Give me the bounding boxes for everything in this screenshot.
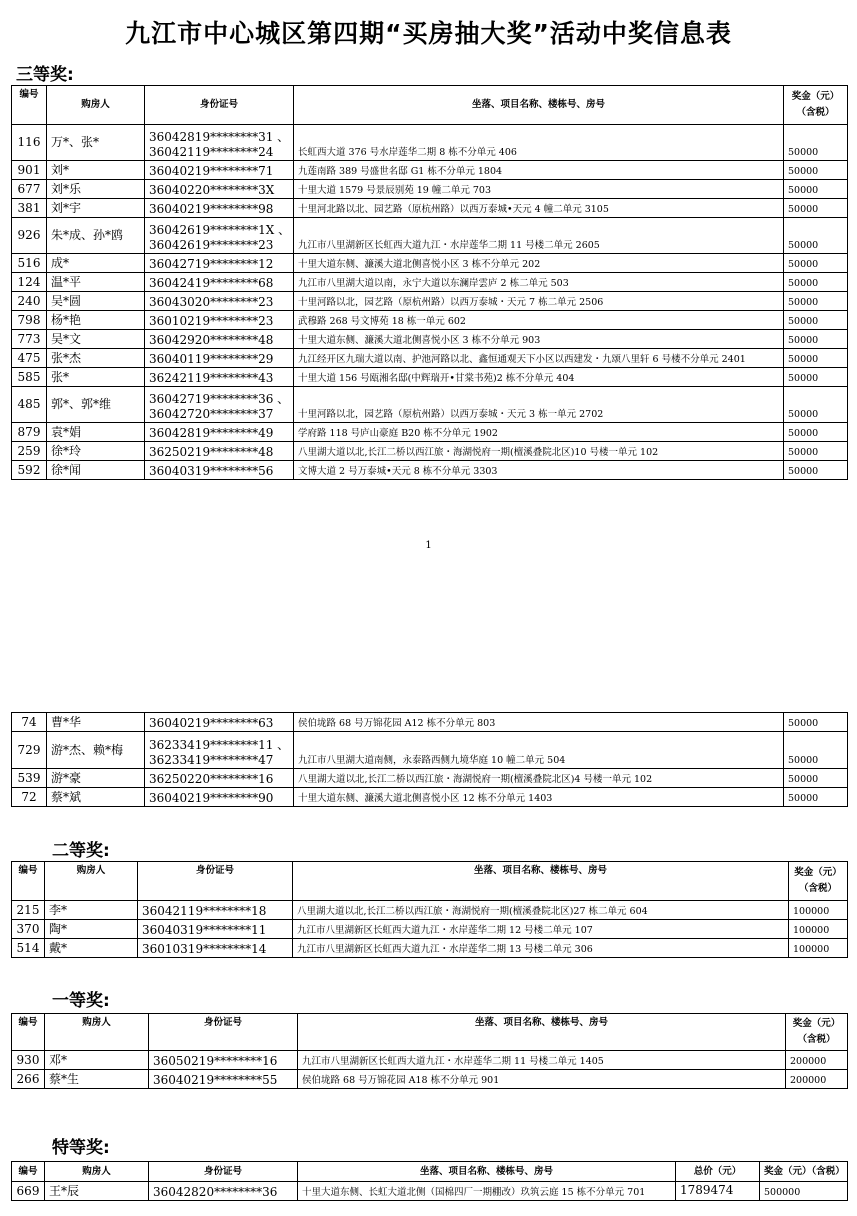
property-address: 长虹西大道 376 号水岸莲华二期 8 栋不分单元 406 (294, 125, 784, 161)
buyer-name: 郭*、郭*维 (47, 387, 145, 423)
property-address: 十里河路以北，园艺路（原杭州路）以西万泰城・天元 7 栋二单元 2506 (294, 292, 784, 311)
header-no: 编号 (12, 1162, 45, 1182)
table-row (12, 254, 848, 273)
page-title: 九江市中心城区第四期“买房抽大奖”活动中奖信息表 (125, 19, 732, 48)
id-number-line: 36042619********23 (149, 238, 274, 252)
winner-number: 930 (12, 1051, 45, 1070)
table-header-row (12, 1162, 848, 1182)
table-row (12, 349, 848, 368)
id-number (145, 387, 294, 423)
id-number-line: 36042419********68 (149, 276, 274, 290)
id-number-line: 36010219********23 (149, 314, 274, 328)
table-row (12, 769, 848, 788)
id-number-line: 36040219********98 (149, 202, 274, 216)
header-address: 坐落、项目名称、楼栋号、房号 (293, 862, 789, 901)
prize-amount: 50000 (784, 788, 848, 807)
buyer-name: 游*豪 (47, 769, 145, 788)
id-number-line: 36040219********63 (149, 716, 274, 730)
buyer-name: 李* (45, 901, 138, 920)
prize-amount: 50000 (784, 330, 848, 349)
id-number (149, 1070, 298, 1089)
id-number (145, 273, 294, 292)
id-number-line: 36040319********56 (149, 464, 274, 478)
table-row (12, 1051, 848, 1070)
buyer-name: 戴* (45, 939, 138, 958)
id-number-line: 36233419********47 (149, 753, 274, 767)
table-header-row (12, 862, 848, 901)
prize-amount: 50000 (784, 292, 848, 311)
prize-amount: 50000 (784, 461, 848, 480)
buyer-name: 徐*玲 (47, 442, 145, 461)
prize-amount: 50000 (784, 732, 848, 769)
id-number-line: 36250219********48 (149, 445, 274, 459)
id-number (145, 199, 294, 218)
prize-amount: 200000 (786, 1051, 848, 1070)
buyer-name: 刘*乐 (47, 180, 145, 199)
prize-amount: 500000 (760, 1182, 848, 1201)
id-number (145, 311, 294, 330)
property-address: 九江市八里湖新区长虹西大道九江・水岸莲华二期 13 号楼二单元 306 (293, 939, 789, 958)
id-number (145, 769, 294, 788)
table-row (12, 273, 848, 292)
winner-number: 475 (12, 349, 47, 368)
winner-number: 72 (12, 788, 47, 807)
id-number (145, 713, 294, 732)
prize-amount: 50000 (784, 125, 848, 161)
prize-amount: 50000 (784, 180, 848, 199)
table-row (12, 713, 848, 732)
property-address: 九江市八里湖新区长虹西大道九江・水岸莲华二期 12 号楼二单元 107 (293, 920, 789, 939)
prize-amount: 50000 (784, 161, 848, 180)
buyer-name: 邓* (45, 1051, 149, 1070)
winner-number: 926 (12, 218, 47, 254)
winner-number: 514 (12, 939, 45, 958)
header-buyer: 购房人 (45, 1014, 149, 1051)
header-id: 身份证号 (138, 862, 293, 901)
property-address: 侯伯垅路 68 号万锦花园 A18 栋不分单元 901 (298, 1070, 786, 1089)
winner-number: 585 (12, 368, 47, 387)
buyer-name: 徐*闻 (47, 461, 145, 480)
table-row (12, 461, 848, 480)
property-address: 十里大道东侧、濂溪大道北侧喜悦小区 3 栋不分单元 903 (294, 330, 784, 349)
prize-amount: 50000 (784, 769, 848, 788)
table-row (12, 292, 848, 311)
special-prize-table (11, 1161, 848, 1201)
winner-number: 74 (12, 713, 47, 732)
third-prize-table (11, 85, 848, 480)
page-number: 1 (425, 540, 432, 551)
prize-amount: 100000 (789, 920, 848, 939)
prize-amount: 50000 (784, 387, 848, 423)
table-row (12, 311, 848, 330)
winner-number: 381 (12, 199, 47, 218)
winner-number: 516 (12, 254, 47, 273)
buyer-name: 游*杰、赖*梅 (47, 732, 145, 769)
id-number (145, 180, 294, 199)
id-number-line: 36233419********11 、 (149, 738, 290, 752)
id-number (145, 368, 294, 387)
prize-amount: 50000 (784, 349, 848, 368)
prize-amount: 100000 (789, 901, 848, 920)
winner-number: 669 (12, 1182, 45, 1201)
property-address: 八里湖大道以北,长江二桥以西江旅・海湖悦府一期(檀溪叠院北区)10 号楼一单元 102 (294, 442, 784, 461)
third-prize-heading: 三等奖: (16, 65, 74, 85)
table-row (12, 387, 848, 423)
winner-number: 901 (12, 161, 47, 180)
prize-amount: 50000 (784, 442, 848, 461)
winner-number: 240 (12, 292, 47, 311)
total-price: 1789474 (676, 1182, 760, 1201)
table-row (12, 368, 848, 387)
third-prize-table-continued (11, 712, 848, 807)
second-prize-heading: 二等奖: (52, 841, 110, 861)
table-row (12, 125, 848, 161)
id-number (138, 939, 293, 958)
property-address: 武穆路 268 号文博苑 18 栋一单元 602 (294, 311, 784, 330)
id-number-line: 36042619********1X 、 (149, 223, 291, 237)
property-address: 十里大道东侧、濂溪大道北侧喜悦小区 12 栋不分单元 1403 (294, 788, 784, 807)
table-row (12, 442, 848, 461)
header-total-price: 总价（元） (676, 1162, 760, 1182)
table-row (12, 901, 848, 920)
winner-number: 215 (12, 901, 45, 920)
table-row (12, 199, 848, 218)
winner-number: 259 (12, 442, 47, 461)
property-address: 八里湖大道以北,长江二桥以西江旅・海湖悦府一期(檀溪叠院北区)27 栋二单元 604 (293, 901, 789, 920)
id-number-line: 36040119********29 (149, 352, 274, 366)
property-address: 十里大道 1579 号景辰别苑 19 幢二单元 703 (294, 180, 784, 199)
special-prize-heading: 特等奖: (52, 1138, 110, 1158)
property-address: 十里大道 156 号瓯湘名邸(中辉瑞开•甘棠书苑)2 栋不分单元 404 (294, 368, 784, 387)
buyer-name: 吴*圆 (47, 292, 145, 311)
id-number (145, 461, 294, 480)
prize-amount: 50000 (784, 199, 848, 218)
header-buyer: 购房人 (45, 1162, 149, 1182)
first-prize-heading: 一等奖: (52, 991, 110, 1011)
id-number-line: 36040219********90 (149, 791, 274, 805)
table-row (12, 161, 848, 180)
id-number (145, 423, 294, 442)
table-row (12, 732, 848, 769)
id-number-line: 36042719********12 (149, 257, 274, 271)
prize-amount: 50000 (784, 423, 848, 442)
id-number-line: 36042119********24 (149, 145, 274, 159)
id-number-line: 36042820********36 (153, 1185, 278, 1199)
id-number-line: 36042819********49 (149, 426, 274, 440)
prize-amount: 50000 (784, 713, 848, 732)
table-row (12, 180, 848, 199)
header-id: 身份证号 (149, 1014, 298, 1051)
winner-number: 485 (12, 387, 47, 423)
id-number (149, 1051, 298, 1070)
header-address: 坐落、项目名称、楼栋号、房号 (298, 1014, 786, 1051)
buyer-name: 万*、张* (47, 125, 145, 161)
buyer-name: 刘* (47, 161, 145, 180)
id-number-line: 36242119********43 (149, 371, 274, 385)
buyer-name: 成* (47, 254, 145, 273)
winner-number: 729 (12, 732, 47, 769)
prize-amount: 100000 (789, 939, 848, 958)
id-number-line: 36042719********36 、 (149, 392, 290, 406)
buyer-name: 袁*娟 (47, 423, 145, 442)
id-number (138, 920, 293, 939)
prize-amount: 50000 (784, 311, 848, 330)
id-number (145, 330, 294, 349)
id-number (145, 788, 294, 807)
table-row (12, 1070, 848, 1089)
property-address: 十里大道东侧、长虹大道北侧（国棉四厂一期棚改）玖筑云庭 15 栋不分单元 701 (298, 1182, 676, 1201)
id-number (145, 161, 294, 180)
buyer-name: 王*辰 (45, 1182, 149, 1201)
property-address: 侯伯垅路 68 号万锦花园 A12 栋不分单元 803 (294, 713, 784, 732)
winner-number: 266 (12, 1070, 45, 1089)
table-row (12, 1182, 848, 1201)
buyer-name: 曹*华 (47, 713, 145, 732)
id-number-line: 36040219********71 (149, 164, 274, 178)
header-address: 坐落、项目名称、楼栋号、房号 (298, 1162, 676, 1182)
id-number (145, 218, 294, 254)
buyer-name: 杨*艳 (47, 311, 145, 330)
id-number (138, 901, 293, 920)
id-number (145, 125, 294, 161)
header-id: 身份证号 (145, 86, 294, 125)
winner-number: 879 (12, 423, 47, 442)
buyer-name: 蔡*斌 (47, 788, 145, 807)
prize-amount: 50000 (784, 368, 848, 387)
first-prize-table (11, 1013, 848, 1089)
property-address: 九江经开区九瑞大道以南、护池河路以北、鑫恒通观天下小区以西建发・九颂八里轩 6 号楼不分单元 2401 (294, 349, 784, 368)
winner-number: 116 (12, 125, 47, 161)
header-buyer: 购房人 (45, 862, 138, 901)
prize-amount: 50000 (784, 254, 848, 273)
property-address: 九江市八里湖大道以南，永宁大道以东澜岸雲庐 2 栋二单元 503 (294, 273, 784, 292)
property-address: 文博大道 2 号万泰城•天元 8 栋不分单元 3303 (294, 461, 784, 480)
id-number-line: 36010319********14 (142, 942, 267, 956)
header-no: 编号 (12, 862, 45, 901)
winner-number: 773 (12, 330, 47, 349)
prize-amount: 200000 (786, 1070, 848, 1089)
table-header-row (12, 1014, 848, 1051)
second-prize-table (11, 861, 848, 958)
id-number-line: 36043020********23 (149, 295, 274, 309)
buyer-name: 朱*成、孙*鸥 (47, 218, 145, 254)
property-address: 十里河路以北，园艺路（原杭州路）以西万泰城・天元 3 栋一单元 2702 (294, 387, 784, 423)
id-number-line: 36042119********18 (142, 904, 267, 918)
buyer-name: 温*平 (47, 273, 145, 292)
table-row (12, 423, 848, 442)
property-address: 十里大道东侧、濂溪大道北侧喜悦小区 3 栋不分单元 202 (294, 254, 784, 273)
id-number (145, 349, 294, 368)
property-address: 学府路 118 号庐山豪庭 B20 栋不分单元 1902 (294, 423, 784, 442)
buyer-name: 张*杰 (47, 349, 145, 368)
id-number (145, 292, 294, 311)
winner-number: 798 (12, 311, 47, 330)
table-header-row (12, 86, 848, 125)
prize-amount: 50000 (784, 218, 848, 254)
buyer-name: 吴*文 (47, 330, 145, 349)
id-number-line: 36040319********11 (142, 923, 267, 937)
header-no: 编号 (12, 86, 47, 125)
table-row (12, 920, 848, 939)
id-number-line: 36040220********3X (149, 183, 275, 197)
property-address: 九江市八里湖新区长虹西大道九江・水岸莲华二期 11 号楼二单元 1405 (298, 1051, 786, 1070)
table-row (12, 218, 848, 254)
buyer-name: 刘*宇 (47, 199, 145, 218)
buyer-name: 蔡*生 (45, 1070, 149, 1089)
table-row (12, 939, 848, 958)
property-address: 十里河北路以北、园艺路（原杭州路）以西万泰城•天元 4 幢二单元 3105 (294, 199, 784, 218)
buyer-name: 张* (47, 368, 145, 387)
id-number (145, 732, 294, 769)
id-number-line: 36050219********16 (153, 1054, 278, 1068)
winner-number: 124 (12, 273, 47, 292)
table-row (12, 330, 848, 349)
header-prize: 奖金（元） （含税） (789, 862, 848, 901)
id-number (145, 254, 294, 273)
id-number-line: 36042720********37 (149, 407, 274, 421)
id-number (149, 1182, 298, 1201)
table-row (12, 788, 848, 807)
id-number (145, 442, 294, 461)
id-number-line: 36250220********16 (149, 772, 274, 786)
id-number-line: 36040219********55 (153, 1073, 278, 1087)
property-address: 九江市八里湖新区长虹西大道九江・水岸莲华二期 11 号楼二单元 2605 (294, 218, 784, 254)
winner-number: 592 (12, 461, 47, 480)
id-number-line: 36042819********31 、 (149, 130, 290, 144)
header-prize: 奖金（元）（含税） (760, 1162, 848, 1182)
winner-number: 539 (12, 769, 47, 788)
header-prize: 奖金（元） （含税） (786, 1014, 848, 1051)
prize-amount: 50000 (784, 273, 848, 292)
property-address: 八里湖大道以北,长江二桥以西江旅・海湖悦府一期(檀溪叠院北区)4 号楼一单元 102 (294, 769, 784, 788)
id-number-line: 36042920********48 (149, 333, 274, 347)
property-address: 九莲南路 389 号盛世名邸 G1 栋不分单元 1804 (294, 161, 784, 180)
winner-number: 677 (12, 180, 47, 199)
header-id: 身份证号 (149, 1162, 298, 1182)
header-no: 编号 (12, 1014, 45, 1051)
header-address: 坐落、项目名称、楼栋号、房号 (294, 86, 784, 125)
winner-number: 370 (12, 920, 45, 939)
header-buyer: 购房人 (47, 86, 145, 125)
property-address: 九江市八里湖大道南侧，永泰路西侧九境华庭 10 幢二单元 504 (294, 732, 784, 769)
buyer-name: 陶* (45, 920, 138, 939)
header-prize: 奖金（元） （含税） (784, 86, 848, 125)
